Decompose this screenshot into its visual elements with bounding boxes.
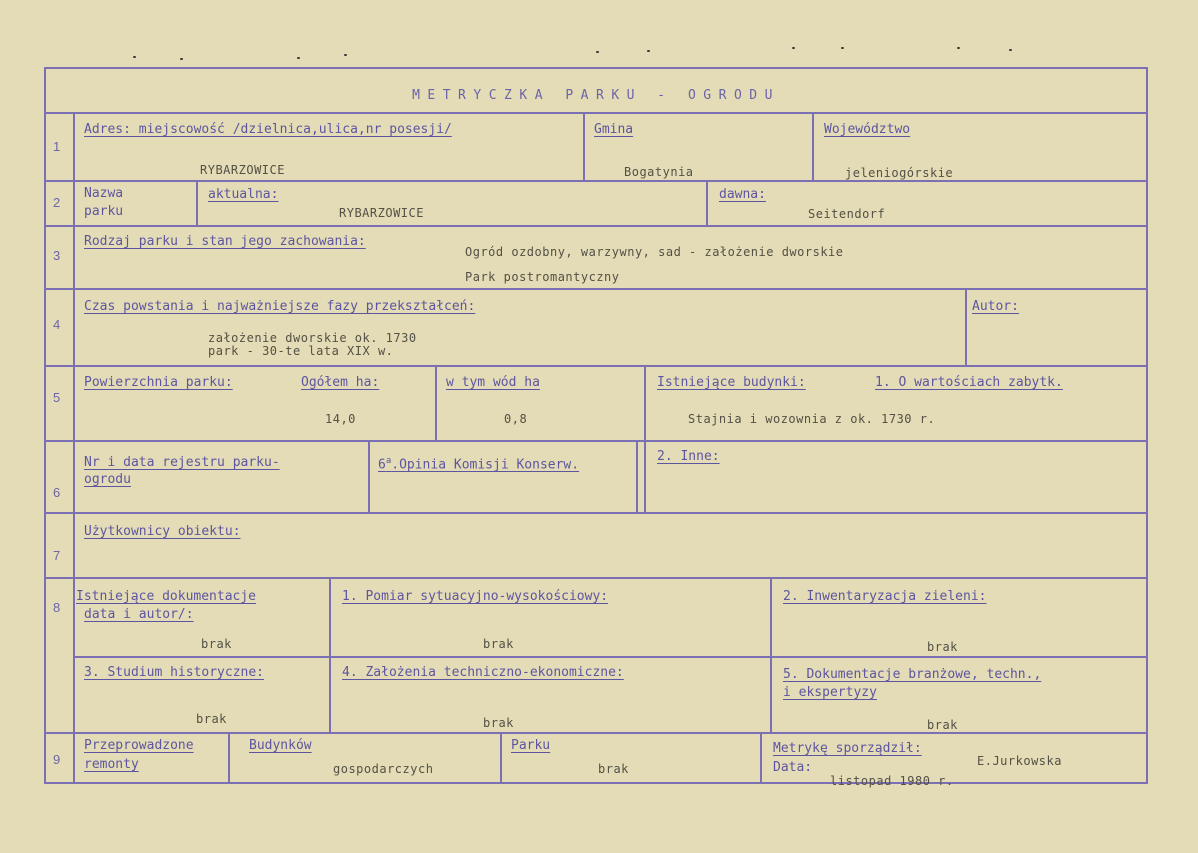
greenery-inventory-value: brak [927,640,958,654]
monument-buildings-label: 1. O wartościach zabytk. [875,375,1063,390]
row-number: 8 [53,600,61,615]
row-divider [44,365,1148,367]
row-divider [44,288,1148,290]
row-divider [74,656,1148,658]
survey-label: 1. Pomiar sytuacyjno-wysokościowy: [342,589,609,604]
row-number: 3 [53,248,61,263]
park-type-value-line2: Park postromantyczny [465,270,620,284]
gmina-value: Bogatynia [624,165,694,179]
conservation-opinion-text: .Opinia Komisji Konserw. [391,457,580,473]
paper-speck [180,58,183,60]
frame-top [44,67,1148,69]
address-value: RYBARZOWICE [200,163,285,177]
cell-divider [965,288,967,366]
prepared-by-value: E.Jurkowska [977,754,1062,768]
history-phases-value-line2: park - 30-te lata XIX w. [208,344,394,358]
history-phases-label: Czas powstania i najważniejsze fazy przekształceń: [84,299,476,314]
buildings-repairs-value: gospodarczych [333,762,434,776]
greenery-inventory-label: 2. Inwentaryzacja zieleni: [783,589,987,604]
author-label: Autor: [972,299,1019,314]
conservation-opinion-number: 6 [378,457,386,473]
voivodeship-label: Województwo [824,122,911,137]
paper-speck [344,54,347,56]
other-buildings-label: 2. Inne: [657,449,720,464]
cell-divider [435,365,437,441]
cell-divider [228,732,230,783]
cell-divider [368,440,370,513]
repairs-label-line2: remonty [84,757,139,772]
row-divider [44,440,1148,442]
monument-buildings-value: Stajnia i wozownia z ok. 1730 r. [688,412,936,426]
former-name-label: dawna: [719,187,766,202]
row-divider [44,577,1148,579]
survey-value: brak [483,637,514,651]
repairs-label-line1: Przeprowadzone [84,738,194,753]
paper-speck [596,51,599,53]
paper-speck [957,47,960,49]
paper-speck [1009,49,1012,51]
former-name-value: Seitendorf [808,207,886,221]
form-title: METRYCZKA PARKU - OGRODU [412,88,780,103]
cell-divider [329,577,331,733]
cell-divider [500,732,502,783]
buildings-label: Istniejące budynki: [657,375,806,390]
park-type-value-line1: Ogród ozdobny, warzywny, sad - założenie dworskie [465,245,844,259]
cell-divider [636,440,638,513]
date-label: Data: [773,760,813,775]
branch-docs-label-line2: i ekspertyzy [783,685,877,700]
park-repairs-label: Parku [511,738,551,753]
conservation-opinion-label [378,456,579,472]
branch-docs-value: brak [927,718,958,732]
number-column-divider [73,112,75,783]
park-name-label-line1: Nazwa [84,186,124,201]
history-phases-value-line1: założenie dworskie ok. 1730 [208,331,417,345]
register-label-line1: Nr i data rejestru parku- [84,455,280,470]
existing-docs-label-line1: Istniejące dokumentacje [76,589,257,604]
row-divider [44,732,1148,734]
prepared-by-label: Metrykę sporządził: [773,741,922,756]
date-value: listopad 1980 r. [830,774,954,788]
address-label: Adres: miejscowość /dzielnica,ulica,nr posesji/ [84,122,452,137]
frame-bottom [44,782,1148,784]
row-number: 5 [53,390,61,405]
existing-docs-value: brak [201,637,232,651]
row-number: 2 [53,195,61,210]
row-divider [44,180,1148,182]
area-total-value: 14,0 [325,412,356,426]
cell-divider [770,577,772,733]
water-area-label: w tym wód ha [446,375,540,390]
row-divider [44,225,1148,227]
historical-study-value: brak [196,712,227,726]
buildings-repairs-label: Budynków [249,738,312,753]
current-name-label: aktualna: [208,187,279,202]
paper-speck [841,47,844,49]
tech-econ-value: brak [483,716,514,730]
conservation-opinion-superscript: a [385,456,392,466]
row-number: 9 [53,752,61,767]
cell-divider [812,112,814,181]
cell-divider [706,180,708,226]
row-divider [44,112,1148,114]
row-number: 1 [53,139,61,154]
paper-speck [297,57,300,59]
row-number: 6 [53,485,61,500]
cell-divider [583,112,585,181]
park-repairs-value: brak [598,762,629,776]
park-area-label: Powierzchnia parku: [84,375,233,390]
row-divider [44,512,1148,514]
park-name-label-line2: parku [84,204,124,219]
tech-econ-label: 4. Założenia techniczno-ekonomiczne: [342,665,624,680]
area-total-label: Ogółem ha: [301,375,380,390]
paper-speck [133,56,136,58]
cell-divider [196,180,198,226]
register-label-line2: ogrodu [84,472,131,487]
water-area-value: 0,8 [504,412,528,426]
historical-study-label: 3. Studium historyczne: [84,665,265,680]
existing-docs-label-line2: data i autor/: [84,607,194,622]
row-number: 4 [53,317,61,332]
paper-speck [792,47,795,49]
voivodeship-value: jeleniogórskie [845,166,954,180]
branch-docs-label-line1: 5. Dokumentacje branżowe, techn., [783,667,1042,682]
users-label: Użytkownicy obiektu: [84,524,241,539]
paper-speck [647,50,650,52]
frame-left [44,67,46,784]
cell-divider [760,732,762,783]
row-number: 7 [53,548,61,563]
frame-right [1146,67,1148,784]
park-type-label: Rodzaj parku i stan jego zachowania: [84,234,366,249]
cell-divider [644,365,646,512]
current-name-value: RYBARZOWICE [339,206,424,220]
gmina-label: Gmina [594,122,634,137]
